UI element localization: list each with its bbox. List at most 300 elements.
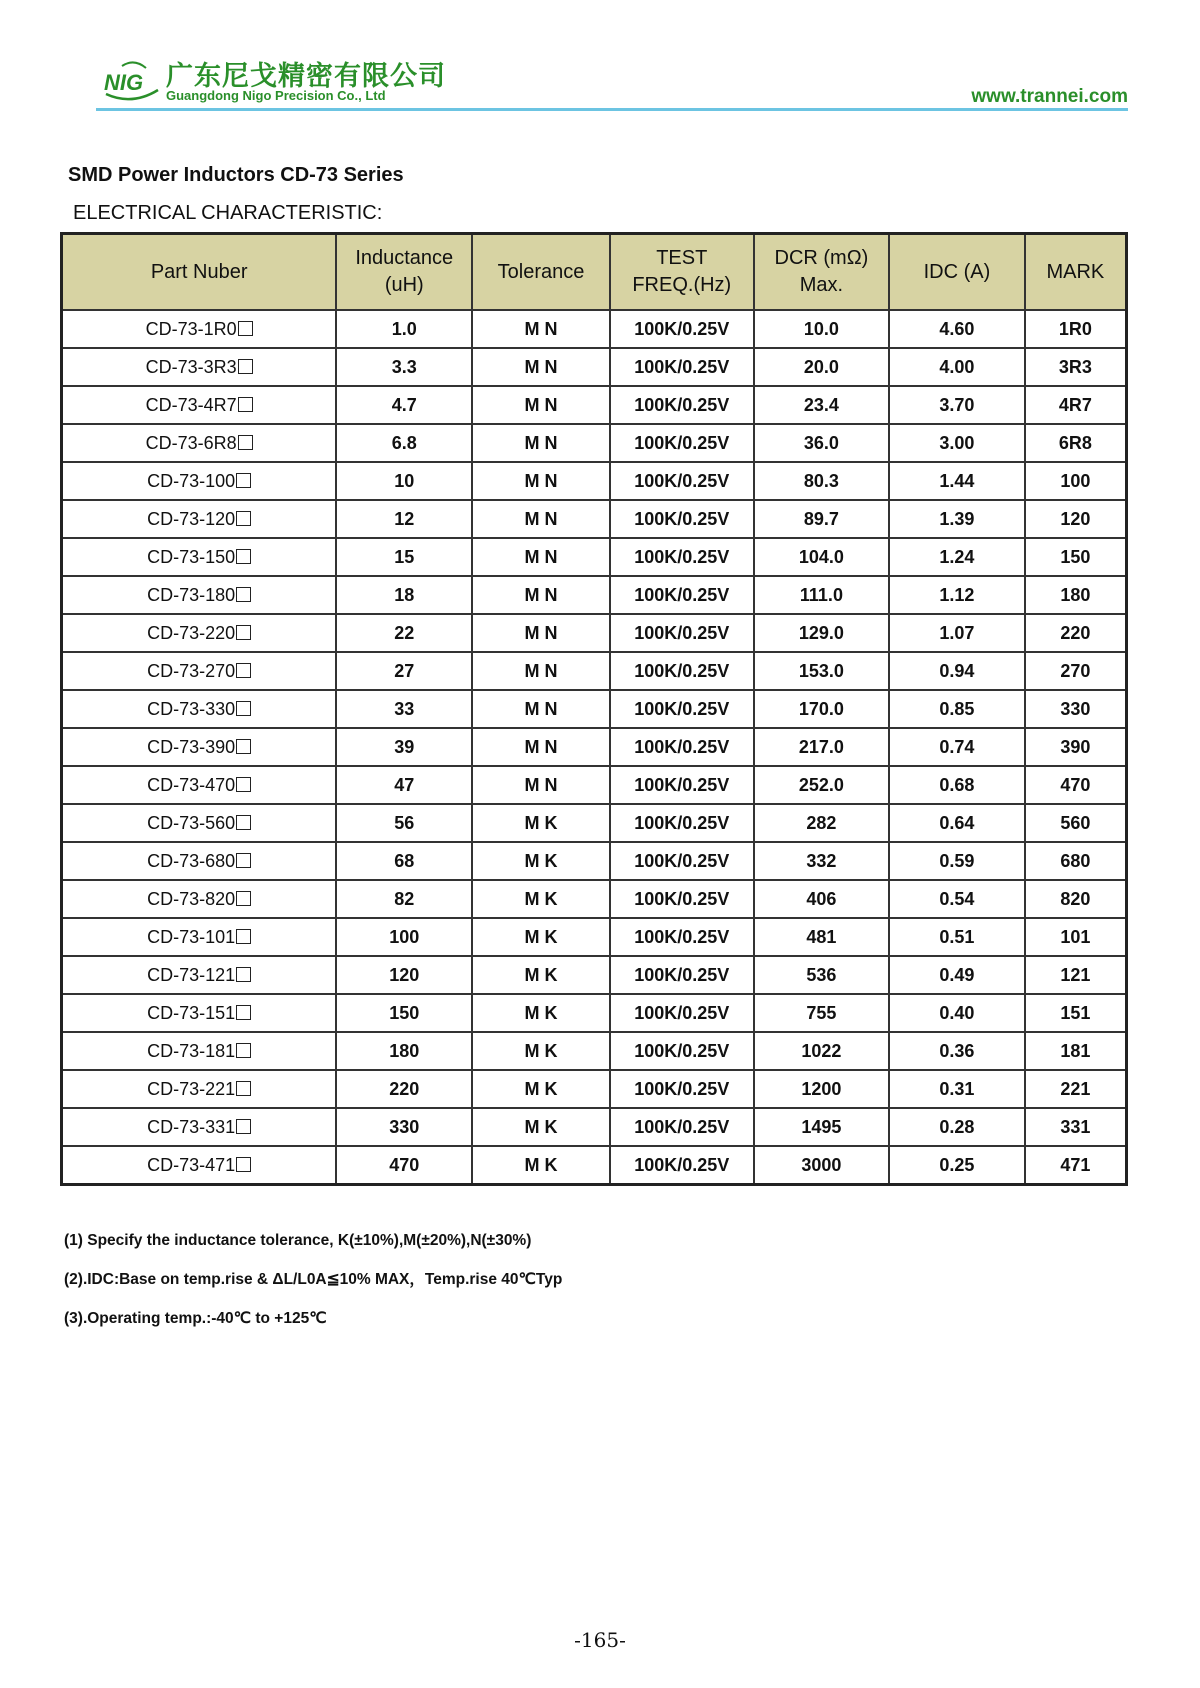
cell-value: CD-73-220 (147, 622, 236, 643)
cell-value: 0.25 (939, 1154, 975, 1175)
column-header (62, 234, 337, 311)
table-cell (472, 1146, 610, 1185)
table-cell (754, 956, 890, 994)
table-cell (1025, 766, 1127, 804)
table-cell (336, 690, 472, 728)
cell-value: 104.0 (798, 546, 844, 567)
table-row (62, 804, 1127, 842)
table-cell (336, 576, 472, 614)
cell-value: CD-73-390 (147, 736, 236, 757)
column-header-line: (uH) (384, 274, 424, 296)
table-cell (62, 880, 337, 918)
table-cell (62, 424, 337, 462)
table-cell (62, 804, 337, 842)
cell-value: 100K/0.25V (634, 1040, 730, 1061)
table-cell (62, 614, 337, 652)
cell-value: 100K/0.25V (634, 1078, 730, 1099)
cell-value: M N (524, 394, 558, 415)
table-cell (1025, 690, 1127, 728)
section-title: ELECTRICAL CHARACTERISTIC: (73, 202, 383, 224)
company-name-cn: 广东尼戈精密有限公司 (166, 61, 446, 92)
table-cell (472, 690, 610, 728)
table-cell (754, 614, 890, 652)
tolerance-code-box-icon (236, 853, 251, 868)
table-cell (754, 1146, 890, 1185)
cell-value: 1.44 (939, 470, 975, 491)
cell-value: M K (524, 1040, 558, 1061)
cell-value: 390 (1060, 736, 1091, 757)
cell-value: 470 (389, 1154, 420, 1175)
table-cell (336, 994, 472, 1032)
table-cell (754, 348, 890, 386)
cell-value: 100K/0.25V (634, 584, 730, 605)
table-cell (336, 348, 472, 386)
website-link[interactable]: www.trannei.com (971, 86, 1128, 107)
table-row (62, 424, 1127, 462)
table-cell (336, 1070, 472, 1108)
table-row (62, 386, 1127, 424)
table-cell (1025, 500, 1127, 538)
cell-value: 100K/0.25V (634, 850, 730, 871)
table-cell (754, 766, 890, 804)
table-cell (610, 690, 754, 728)
cell-value: 120 (1060, 508, 1091, 529)
table-cell (472, 804, 610, 842)
table-cell (754, 918, 890, 956)
cell-value: 100K/0.25V (634, 660, 730, 681)
cell-value: M K (524, 1002, 558, 1023)
cell-value: 56 (394, 812, 415, 833)
table-cell (62, 690, 337, 728)
table-cell (610, 804, 754, 842)
table-cell (472, 348, 610, 386)
cell-value: 100K/0.25V (634, 546, 730, 567)
cell-value: 3000 (801, 1154, 842, 1175)
cell-value: 39 (394, 736, 415, 757)
cell-value: M N (524, 584, 558, 605)
table-cell (889, 500, 1024, 538)
cell-value: CD-73-331 (147, 1116, 236, 1137)
table-cell (336, 880, 472, 918)
table-cell (889, 1032, 1024, 1070)
table-cell (472, 994, 610, 1032)
table-cell (610, 766, 754, 804)
cell-value: 221 (1060, 1078, 1091, 1099)
table-cell (610, 880, 754, 918)
table-cell (610, 538, 754, 576)
cell-value: M N (524, 736, 558, 757)
column-header-line: MARK (1046, 260, 1105, 283)
table-row (62, 880, 1127, 918)
table-cell (754, 690, 890, 728)
table-cell (1025, 386, 1127, 424)
table-row (62, 310, 1127, 348)
table-cell (472, 310, 610, 348)
cell-value: 3.00 (939, 432, 975, 453)
cell-value: 3.70 (939, 394, 975, 415)
cell-value: 100 (1060, 470, 1091, 491)
cell-value: CD-73-471 (147, 1154, 236, 1175)
cell-value: 1022 (801, 1040, 842, 1061)
cell-value: 111.0 (799, 584, 843, 605)
table-cell (1025, 462, 1127, 500)
table-cell (1025, 1070, 1127, 1108)
table-cell (889, 842, 1024, 880)
cell-value: 47 (394, 774, 415, 795)
tolerance-code-box-icon (236, 587, 251, 602)
table-cell (472, 462, 610, 500)
table-cell (336, 424, 472, 462)
cell-value: 4R7 (1058, 394, 1092, 415)
cell-value: 100K/0.25V (634, 964, 730, 985)
table-cell (889, 386, 1024, 424)
table-cell (472, 424, 610, 462)
table-row (62, 956, 1127, 994)
cell-value: CD-73-270 (147, 660, 236, 681)
table-row (62, 690, 1127, 728)
cell-value: 100K/0.25V (634, 926, 730, 947)
table-cell (610, 462, 754, 500)
table-cell (889, 462, 1024, 500)
cell-value: M K (524, 1078, 558, 1099)
cell-value: 100 (389, 926, 420, 947)
cell-value: CD-73-151 (147, 1002, 236, 1023)
table-cell (472, 842, 610, 880)
cell-value: 0.28 (939, 1116, 975, 1137)
cell-value: M N (524, 622, 558, 643)
column-header-line: Max. (799, 274, 844, 296)
table-cell (610, 1146, 754, 1185)
tolerance-code-box-icon (236, 473, 251, 488)
cell-value: 680 (1060, 850, 1091, 871)
cell-value: 170.0 (798, 698, 844, 719)
cell-value: 36.0 (803, 432, 839, 453)
cell-value: CD-73-221 (147, 1078, 236, 1099)
table-cell (336, 842, 472, 880)
table-row (62, 1070, 1127, 1108)
table-cell (336, 1146, 472, 1185)
table-cell (336, 500, 472, 538)
table-cell (1025, 804, 1127, 842)
table-cell (1025, 842, 1127, 880)
cell-value: 1.12 (939, 584, 975, 605)
cell-value: CD-73-4R7 (145, 394, 237, 415)
table-cell (889, 690, 1024, 728)
table-cell (889, 652, 1024, 690)
header-divider (96, 108, 1128, 111)
table-row (62, 462, 1127, 500)
column-header (610, 234, 754, 311)
table-cell (336, 386, 472, 424)
column-header-line: TEST (656, 247, 708, 269)
table-cell (336, 918, 472, 956)
cell-value: CD-73-180 (147, 584, 236, 605)
tolerance-code-box-icon (236, 1043, 251, 1058)
table-cell (1025, 956, 1127, 994)
table-cell (889, 348, 1024, 386)
table-cell (1025, 1108, 1127, 1146)
cell-value: 1.24 (939, 546, 975, 567)
table-cell (472, 1032, 610, 1070)
cell-value: 481 (806, 926, 837, 947)
cell-value: 1.0 (391, 318, 417, 339)
table-cell (62, 956, 337, 994)
table-cell (62, 1146, 337, 1185)
table-cell (610, 576, 754, 614)
tolerance-code-box-icon (236, 1081, 251, 1096)
table-cell (336, 538, 472, 576)
cell-value: 100K/0.25V (634, 888, 730, 909)
cell-value: 330 (1060, 698, 1091, 719)
cell-value: 120 (389, 964, 420, 985)
table-cell (889, 1070, 1024, 1108)
cell-value: 100K/0.25V (634, 1116, 730, 1137)
table-cell (336, 462, 472, 500)
company-name-en: Guangdong Nigo Precision Co., Ltd (166, 88, 386, 103)
table-cell (754, 538, 890, 576)
table-cell (889, 918, 1024, 956)
table-cell (472, 956, 610, 994)
notes (64, 1231, 562, 1348)
cell-value: 10 (394, 470, 415, 491)
cell-value: 470 (1060, 774, 1091, 795)
cell-value: 536 (806, 964, 837, 985)
cell-value: 68 (394, 850, 415, 871)
table-cell (889, 880, 1024, 918)
column-header (472, 234, 610, 311)
table-row (62, 918, 1127, 956)
table-cell (336, 1108, 472, 1146)
cell-value: 153.0 (798, 660, 844, 681)
cell-value: CD-73-121 (147, 964, 236, 985)
column-header-line: Tolerance (497, 260, 585, 283)
tolerance-code-box-icon (236, 891, 251, 906)
tolerance-code-box-icon (236, 815, 251, 830)
table-cell (889, 310, 1024, 348)
cell-value: CD-73-1R0 (145, 318, 237, 339)
cell-value: 100K/0.25V (634, 736, 730, 757)
table-cell (336, 766, 472, 804)
table-cell (754, 1032, 890, 1070)
tolerance-code-box-icon (236, 929, 251, 944)
table-cell (1025, 728, 1127, 766)
cell-value: M K (524, 1154, 558, 1175)
table-cell (336, 1032, 472, 1070)
table-cell (754, 1108, 890, 1146)
cell-value: 6.8 (391, 432, 417, 453)
table-cell (62, 538, 337, 576)
cell-value: 12 (394, 508, 415, 529)
cell-value: 150 (389, 1002, 420, 1023)
table-cell (610, 386, 754, 424)
table-cell (472, 728, 610, 766)
cell-value: CD-73-100 (147, 470, 236, 491)
cell-value: 23.4 (803, 394, 839, 415)
cell-value: 0.49 (939, 964, 975, 985)
table-cell (889, 1146, 1024, 1185)
table-cell (610, 728, 754, 766)
table-cell (62, 766, 337, 804)
table-cell (62, 348, 337, 386)
cell-value: 100K/0.25V (634, 318, 730, 339)
table-cell (336, 804, 472, 842)
table-cell (754, 804, 890, 842)
table-cell (610, 994, 754, 1032)
table-cell (610, 1032, 754, 1070)
cell-value: M K (524, 964, 558, 985)
cell-value: M N (524, 508, 558, 529)
cell-value: 0.64 (939, 812, 975, 833)
table-cell (1025, 1032, 1127, 1070)
table-cell (1025, 576, 1127, 614)
cell-value: 20.0 (803, 356, 839, 377)
table-cell (889, 1108, 1024, 1146)
cell-value: 100K/0.25V (634, 698, 730, 719)
table-cell (610, 1108, 754, 1146)
cell-value: 100K/0.25V (634, 1002, 730, 1023)
tolerance-code-box-icon (238, 397, 253, 412)
cell-value: 100K/0.25V (634, 812, 730, 833)
cell-value: 1200 (801, 1078, 842, 1099)
table-cell (610, 652, 754, 690)
table-cell (889, 538, 1024, 576)
table-cell (754, 652, 890, 690)
cell-value: 220 (389, 1078, 420, 1099)
table-cell (472, 1108, 610, 1146)
cell-value: M K (524, 926, 558, 947)
table-cell (62, 500, 337, 538)
cell-value: 100K/0.25V (634, 356, 730, 377)
table-cell (336, 652, 472, 690)
cell-value: CD-73-120 (147, 508, 236, 529)
table-cell (1025, 310, 1127, 348)
cell-value: M N (524, 356, 558, 377)
cell-value: CD-73-820 (147, 888, 236, 909)
column-header-line: FREQ.(Hz) (632, 274, 732, 296)
cell-value: 0.40 (939, 1002, 975, 1023)
cell-value: 180 (389, 1040, 420, 1061)
table-cell (610, 310, 754, 348)
cell-value: 10.0 (803, 318, 839, 339)
cell-value: 22 (394, 622, 415, 643)
table-cell (610, 1070, 754, 1108)
electrical-characteristics-table (60, 232, 1128, 1186)
tolerance-code-box-icon (236, 967, 251, 982)
column-header-line: IDC (A) (923, 260, 991, 283)
page-number: -165- (574, 1628, 626, 1652)
tolerance-code-box-icon (236, 777, 251, 792)
table-cell (889, 728, 1024, 766)
table-cell (62, 842, 337, 880)
document-title: SMD Power Inductors CD-73 Series (68, 164, 404, 186)
table-cell (754, 576, 890, 614)
table-cell (62, 1108, 337, 1146)
table-cell (1025, 348, 1127, 386)
cell-value: 755 (806, 1002, 837, 1023)
cell-value: 0.54 (939, 888, 975, 909)
cell-value: CD-73-680 (147, 850, 236, 871)
cell-value: 1.07 (939, 622, 975, 643)
table-cell (754, 310, 890, 348)
cell-value: CD-73-181 (147, 1040, 236, 1061)
table-cell (472, 614, 610, 652)
table-cell (754, 994, 890, 1032)
table-cell (62, 1070, 337, 1108)
table-row (62, 1146, 1127, 1185)
cell-value: M N (524, 660, 558, 681)
cell-value: 150 (1060, 546, 1091, 567)
table-cell (62, 728, 337, 766)
cell-value: CD-73-150 (147, 546, 236, 567)
table-cell (62, 386, 337, 424)
cell-value: 560 (1060, 812, 1091, 833)
cell-value: 100K/0.25V (634, 394, 730, 415)
table-cell (1025, 538, 1127, 576)
table-cell (1025, 918, 1127, 956)
tolerance-code-box-icon (236, 739, 251, 754)
table-cell (472, 386, 610, 424)
table-cell (754, 500, 890, 538)
cell-value: 100K/0.25V (634, 774, 730, 795)
table-cell (336, 728, 472, 766)
tolerance-code-box-icon (236, 1157, 251, 1172)
table-row (62, 576, 1127, 614)
tolerance-code-box-icon (238, 435, 253, 450)
table-cell (336, 956, 472, 994)
cell-value: 0.74 (939, 736, 975, 757)
cell-value: 252.0 (798, 774, 844, 795)
tolerance-code-box-icon (236, 549, 251, 564)
table-cell (62, 310, 337, 348)
table-cell (1025, 994, 1127, 1032)
cell-value: 3.3 (391, 356, 417, 377)
tolerance-code-box-icon (236, 625, 251, 640)
table-cell (610, 614, 754, 652)
table-cell (472, 880, 610, 918)
table-cell (472, 918, 610, 956)
cell-value: M N (524, 470, 558, 491)
cell-value: 4.00 (939, 356, 975, 377)
cell-value: 1495 (801, 1116, 842, 1137)
table-cell (336, 614, 472, 652)
cell-value: CD-73-6R8 (145, 432, 237, 453)
table-cell (472, 1070, 610, 1108)
cell-value: 0.36 (939, 1040, 975, 1061)
cell-value: 270 (1060, 660, 1091, 681)
cell-value: 0.68 (939, 774, 975, 795)
table-cell (754, 386, 890, 424)
company-logo (102, 60, 162, 104)
cell-value: 0.59 (939, 850, 975, 871)
cell-value: 151 (1060, 1002, 1091, 1023)
cell-value: 220 (1060, 622, 1091, 643)
cell-value: M K (524, 812, 558, 833)
cell-value: 18 (394, 584, 415, 605)
table-cell (62, 462, 337, 500)
cell-value: 6R8 (1058, 432, 1092, 453)
table-cell (1025, 880, 1127, 918)
table-cell (610, 956, 754, 994)
cell-value: 100K/0.25V (634, 508, 730, 529)
cell-value: 33 (394, 698, 415, 719)
column-header (1025, 234, 1127, 311)
cell-value: M K (524, 850, 558, 871)
tolerance-code-box-icon (236, 701, 251, 716)
svg-text:NIG: NIG (104, 70, 144, 95)
cell-value: M K (524, 888, 558, 909)
table-row (62, 1108, 1127, 1146)
cell-value: 180 (1060, 584, 1091, 605)
